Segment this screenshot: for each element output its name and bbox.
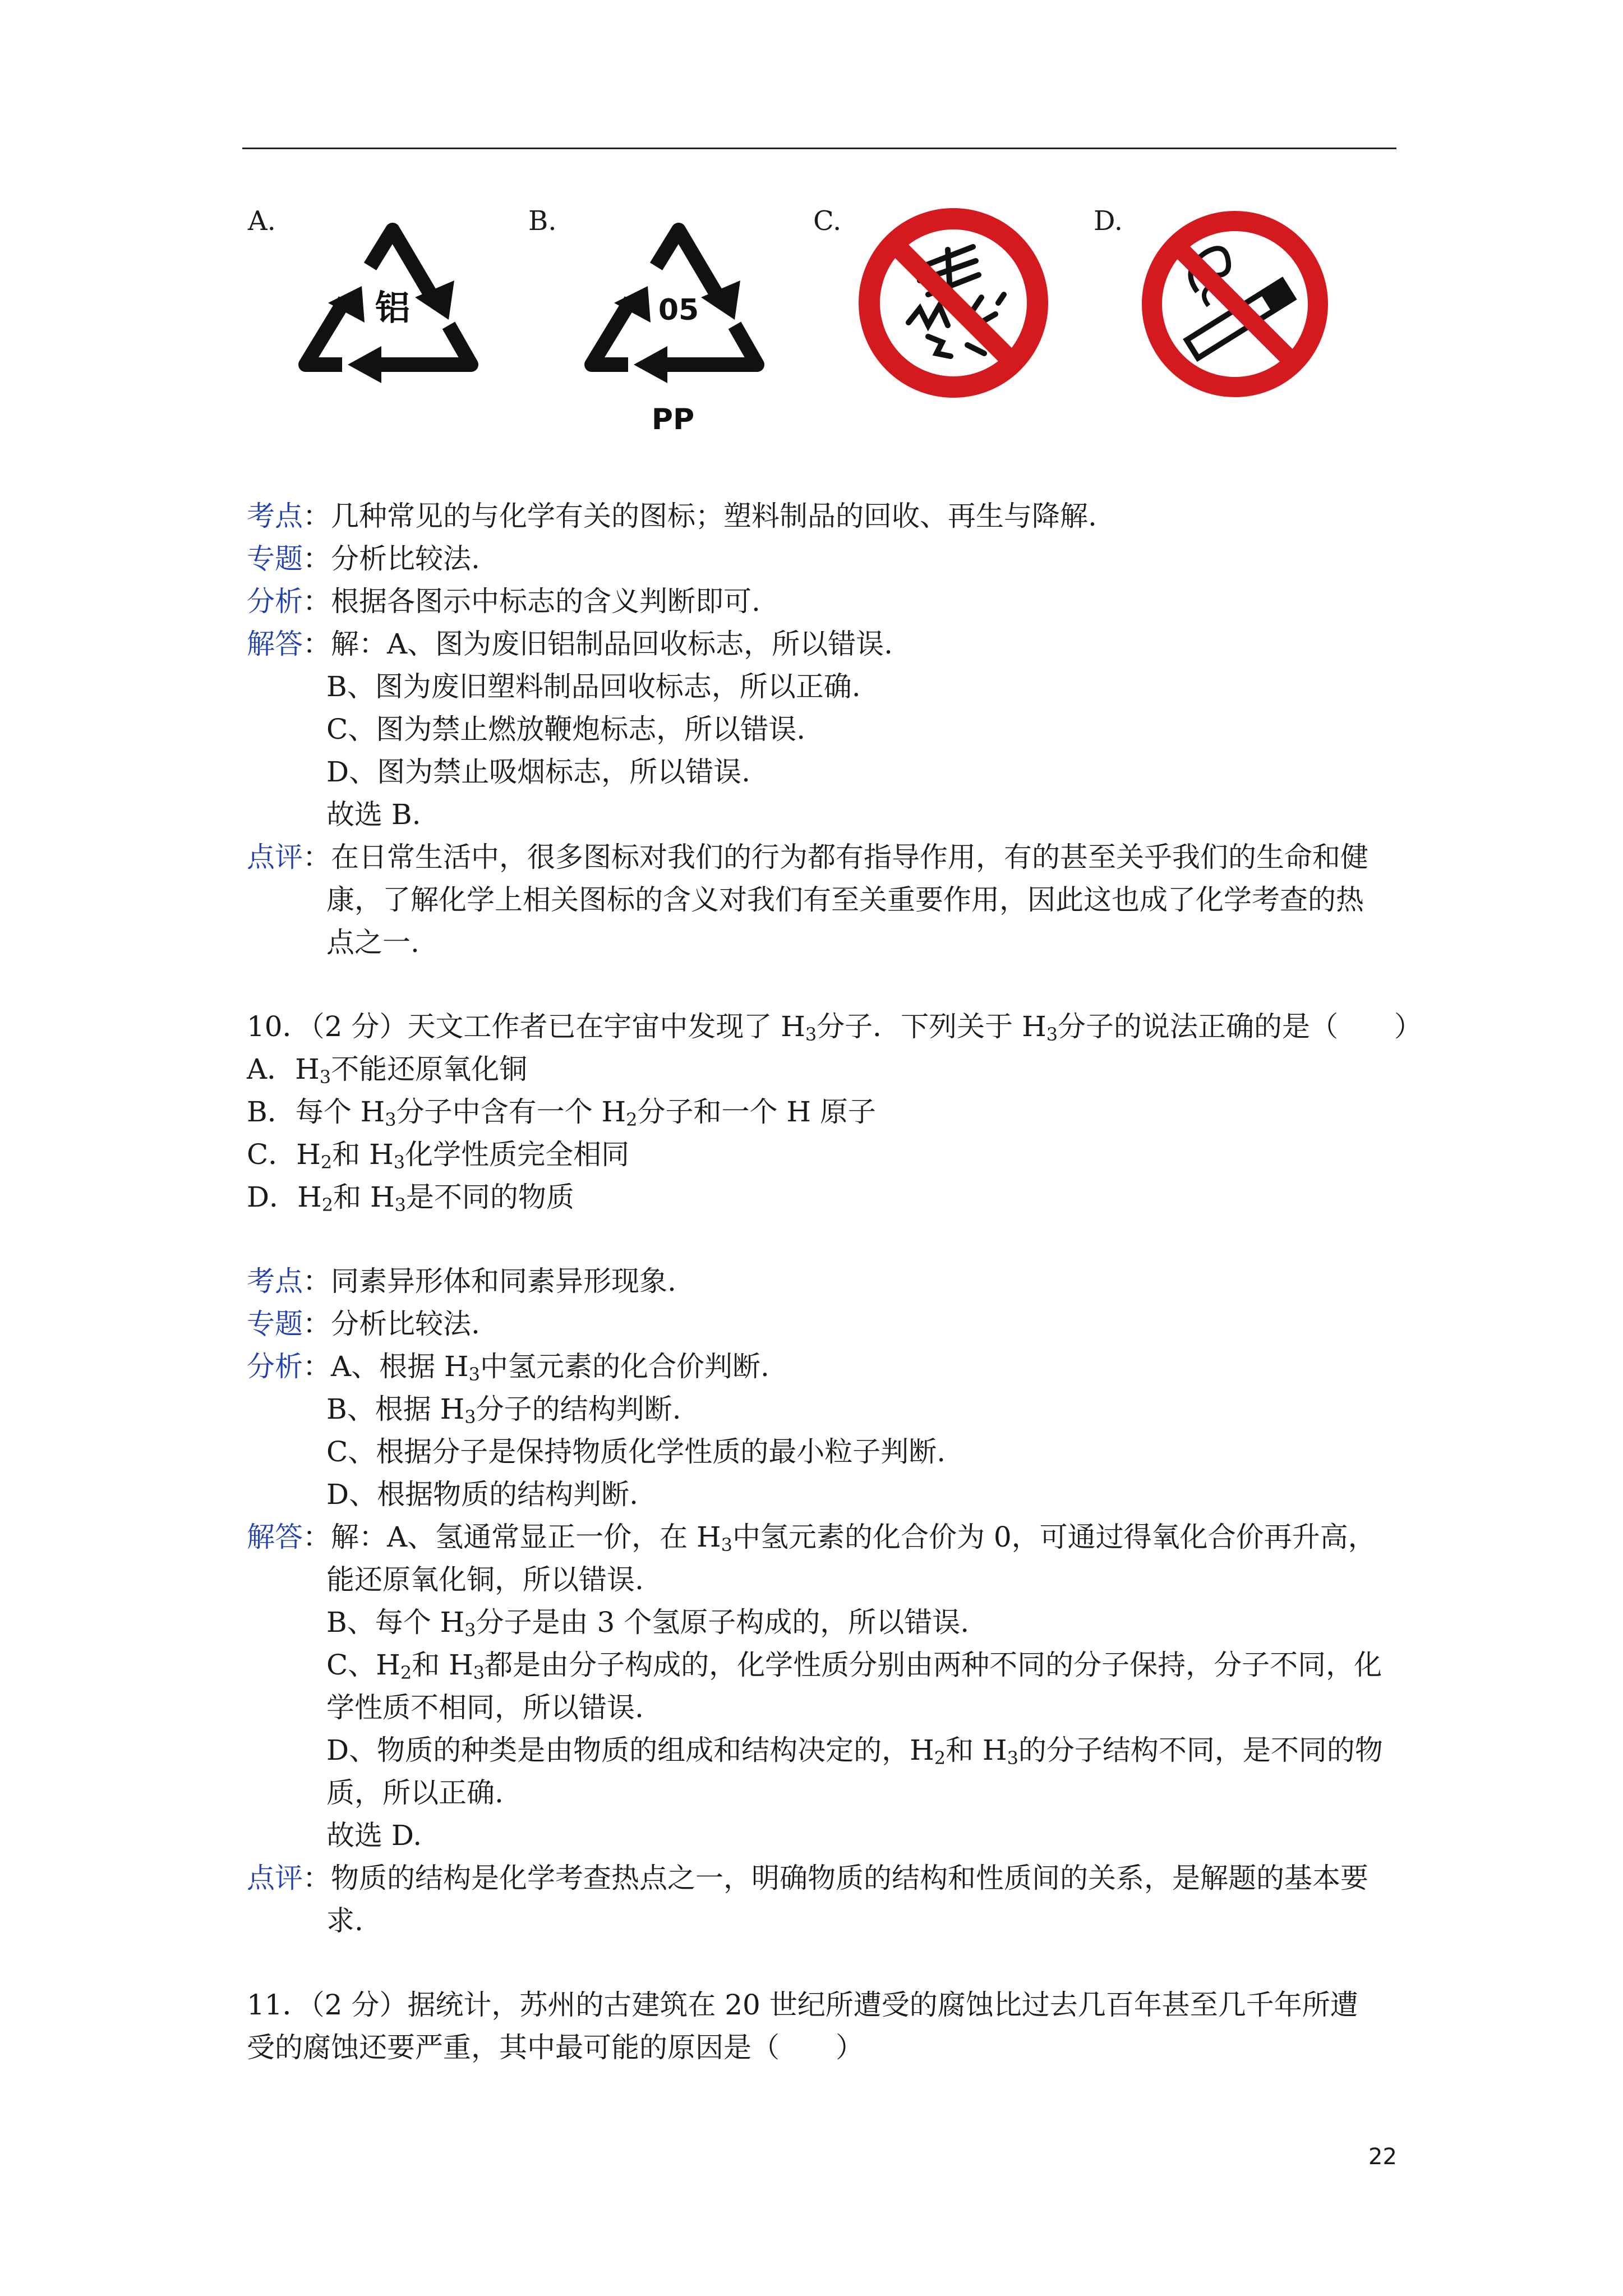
q10-fenxi-b: B、根据 $H_3$分子的结构判断. xyxy=(326,1393,681,1428)
label-dianping: 点评 xyxy=(247,841,303,873)
q10-option-d: D．$H_2$和 $H_3$是不同的物质 xyxy=(247,1181,574,1216)
label-dianping: 点评 xyxy=(247,1862,303,1894)
q9-jieda-b: B、图为废旧塑料制品回收标志，所以正确. xyxy=(326,670,861,703)
q10-jieda-3: B、每个 $H_3$分子是由 3 个氢原子构成的，所以错误. xyxy=(326,1606,970,1641)
q10-dianping-line: 点评：物质的结构是化学考查热点之一，明确物质的结构和性质间的关系，是解题的基本要 xyxy=(247,1862,1368,1894)
aluminum-label: 铝 xyxy=(375,287,411,328)
q9-dianping-2: 康，了解化学上相关图标的含义对我们有至关重要作用，因此这也成了化学考查的热 xyxy=(326,884,1364,916)
aluminum-recycle-icon xyxy=(280,205,505,412)
q9-dianping-line: 点评：在日常生活中，很多图标对我们的行为都有指导作用，有的甚至关乎我们的生命和健 xyxy=(247,841,1368,873)
header-rule xyxy=(242,148,1396,149)
option-a-letter: A. xyxy=(248,205,276,237)
label-zhuanti: 专题 xyxy=(247,1308,303,1340)
q11-stem-1: 11．（2 分）据统计，苏州的古建筑在 20 世纪所遭受的腐蚀比过去几百年甚至几千年所遭 xyxy=(247,1989,1358,2021)
option-c-letter: C. xyxy=(813,205,842,237)
page-number: 22 xyxy=(1368,2144,1397,2170)
label-jieda: 解答 xyxy=(247,628,303,660)
q10-jieda-7: 质，所以正确. xyxy=(326,1777,504,1809)
label-jieda: 解答 xyxy=(247,1521,303,1553)
q10-fenxi-c: C、根据分子是保持物质化学性质的最小粒子判断. xyxy=(326,1435,946,1468)
q10-option-c: C．$H_2$和 $H_3$化学性质完全相同 xyxy=(247,1138,630,1173)
resin-code: 05 xyxy=(658,293,699,327)
q11-stem-2: 受的腐蚀还要严重，其中最可能的原因是（ ） xyxy=(247,2031,864,2064)
label-kaodian: 考点 xyxy=(247,500,303,532)
q10-answer: 故选 D. xyxy=(326,1819,422,1852)
q10-jieda-4: C、$H_2$和 $H_3$都是由分子构成的，化学性质分别由两种不同的分子保持，分子不同，化 xyxy=(326,1649,1382,1683)
q9-jieda-d: D、图为禁止吸烟标志，所以错误. xyxy=(326,756,750,788)
q10-option-b: B．每个 $H_3$分子中含有一个 $H_2$分子和一个 H 原子 xyxy=(247,1096,876,1130)
q9-zhuanti-line: 专题：分析比较法. xyxy=(247,542,480,575)
option-d-letter: D. xyxy=(1094,205,1123,237)
q10-fenxi-line: 分析：A、根据 $H_3$中氢元素的化合价判断. xyxy=(247,1350,769,1385)
q10-jieda-6: D、物质的种类是由物质的组成和结构决定的，$H_2$和 $H_3$的分子结构不同，是不同的物 xyxy=(326,1734,1383,1769)
q10-stem: 10．（2 分）天文工作者已在宇宙中发现了 $H_3$分子．下列关于 $H_3$分子的说法正确的是（ ） xyxy=(247,1010,1423,1045)
q10-dianping-2: 求. xyxy=(326,1904,363,1937)
q10-jieda-line: 解答：解：A、氢通常显正一价，在 $H_3$中氢元素的化合价为 0，可通过得氧化合价再升高， xyxy=(247,1521,1376,1556)
q9-jieda-line: 解答：解：A、图为废旧铝制品回收标志，所以错误. xyxy=(247,628,893,660)
label-fenxi: 分析 xyxy=(247,1350,303,1383)
q9-kaodian-line: 考点：几种常见的与化学有关的图标；塑料制品的回收、再生与降解. xyxy=(247,500,1097,532)
q9-answer: 故选 B. xyxy=(326,798,421,831)
q10-jieda-5: 学性质不相同，所以错误. xyxy=(326,1691,644,1724)
option-b-letter: B. xyxy=(528,205,557,237)
q9-jieda-c: C、图为禁止燃放鞭炮标志，所以错误. xyxy=(326,713,806,746)
no-firecrackers-icon xyxy=(855,205,1052,401)
q9-dianping-3: 点之一. xyxy=(326,926,419,959)
resin-abbreviation: PP xyxy=(651,403,695,436)
label-kaodian: 考点 xyxy=(247,1265,303,1297)
q10-fenxi-d: D、根据物质的结构判断. xyxy=(326,1478,638,1511)
label-zhuanti: 专题 xyxy=(247,542,303,575)
q10-jieda-2: 能还原氧化铜，所以错误. xyxy=(326,1563,644,1596)
plastic-recycle-icon xyxy=(561,205,796,440)
q9-fenxi-line: 分析：根据各图示中标志的含义判断即可. xyxy=(247,585,760,618)
q10-kaodian-line: 考点：同素异形体和同素异形现象. xyxy=(247,1265,676,1297)
label-fenxi: 分析 xyxy=(247,585,303,618)
q10-zhuanti-line: 专题：分析比较法. xyxy=(247,1308,480,1340)
no-smoking-icon xyxy=(1138,208,1332,401)
q10-option-a: A．$H_3$不能还原氧化铜 xyxy=(247,1053,528,1088)
